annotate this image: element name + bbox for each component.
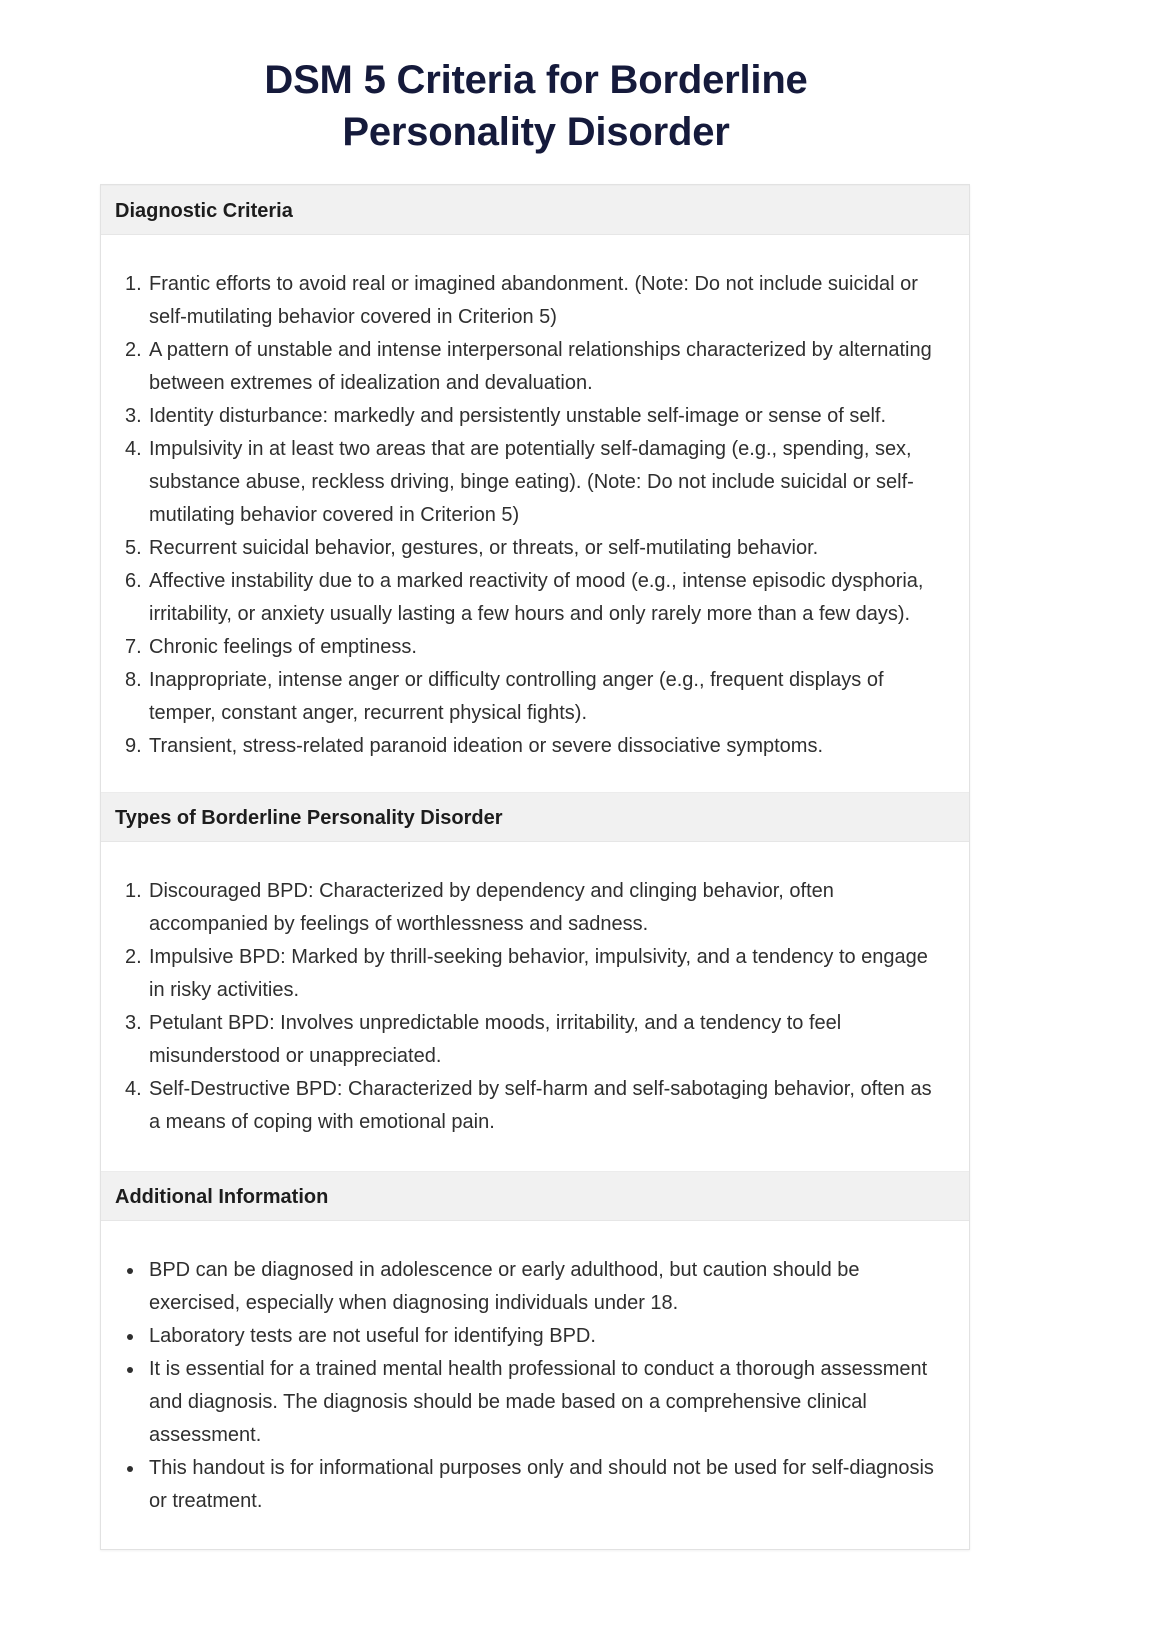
list-item bbox=[101, 1320, 969, 1353]
section-header-diagnostic-criteria bbox=[101, 185, 969, 235]
list-item-text: A pattern of unstable and intense interpersonal relationships characterized by alternating between extremes of idealization and devaluation. bbox=[149, 339, 932, 394]
list-item bbox=[101, 1254, 969, 1320]
bullet-icon bbox=[127, 1466, 133, 1472]
list-item bbox=[101, 268, 969, 334]
list-number: 7. bbox=[125, 636, 142, 658]
list-number: 3. bbox=[125, 405, 142, 427]
list-item-text: Discouraged BPD: Characterized by dependency and clinging behavior, often accompanied by feelings of worthlessness and sadness. bbox=[149, 880, 834, 935]
page-title-line-1: DSM 5 Criteria for Borderline bbox=[264, 58, 808, 102]
list-item-text: Affective instability due to a marked reactivity of mood (e.g., intense episodic dysphoria, irritability, or anxiety usually lasting a few hours and only rarely more than a few days). bbox=[149, 570, 924, 625]
list-number: 2. bbox=[125, 946, 142, 968]
list-item bbox=[101, 400, 969, 433]
list-item-text: Frantic efforts to avoid real or imagined abandonment. (Note: Do not include suicidal or self-mutilating behavior covered in Criterion 5) bbox=[149, 273, 918, 328]
list-item-text: Inappropriate, intense anger or difficulty controlling anger (e.g., frequent displays of temper, constant anger, recurrent physical fights). bbox=[149, 669, 884, 724]
list-item-text: It is essential for a trained mental health professional to conduct a thorough assessment and diagnosis. The diagnosis should be made based on a comprehensive clinical assessment. bbox=[149, 1358, 928, 1446]
section-header-additional-information bbox=[101, 1171, 969, 1221]
list-item-text: Transient, stress-related paranoid ideation or severe dissociative symptoms. bbox=[149, 735, 824, 757]
list-item bbox=[101, 1353, 969, 1452]
page-title bbox=[100, 54, 972, 158]
diagnostic-criteria-list bbox=[101, 268, 969, 763]
section-heading: Diagnostic Criteria bbox=[115, 200, 293, 222]
list-number: 1. bbox=[125, 880, 142, 902]
bpd-types-list bbox=[101, 875, 969, 1139]
list-item bbox=[101, 532, 969, 565]
bullet-icon bbox=[127, 1334, 133, 1340]
section-heading: Additional Information bbox=[115, 1186, 329, 1208]
list-item bbox=[101, 433, 969, 532]
list-item bbox=[101, 565, 969, 631]
criteria-card bbox=[100, 184, 970, 1550]
list-number: 3. bbox=[125, 1012, 142, 1034]
additional-information-list bbox=[101, 1254, 969, 1518]
list-item bbox=[101, 664, 969, 730]
section-header-types-of-bpd bbox=[101, 792, 969, 842]
list-number: 4. bbox=[125, 438, 142, 460]
list-item bbox=[101, 941, 969, 1007]
section-heading: Types of Borderline Personality Disorder bbox=[115, 807, 503, 829]
list-item bbox=[101, 631, 969, 664]
list-item-text: Impulsive BPD: Marked by thrill-seeking behavior, impulsivity, and a tendency to engage in risky activities. bbox=[149, 946, 928, 1001]
list-number: 8. bbox=[125, 669, 142, 691]
list-number: 2. bbox=[125, 339, 142, 361]
list-item-text: Laboratory tests are not useful for identifying BPD. bbox=[149, 1325, 596, 1347]
list-item bbox=[101, 1007, 969, 1073]
list-item-text: Petulant BPD: Involves unpredictable moods, irritability, and a tendency to feel misunderstood or unappreciated. bbox=[149, 1012, 842, 1067]
page-title-line-2: Personality Disorder bbox=[342, 110, 730, 154]
list-item-text: Recurrent suicidal behavior, gestures, or threats, or self-mutilating behavior. bbox=[149, 537, 819, 559]
list-item-text: This handout is for informational purposes only and should not be used for self-diagnosis or treatment. bbox=[149, 1457, 934, 1512]
list-item bbox=[101, 875, 969, 941]
list-item-text: Impulsivity in at least two areas that are potentially self-damaging (e.g., spending, sex, substance abuse, reckless driving, binge eating). (Note: Do not include suicidal or self-mutilating behavior covered in Criterion 5) bbox=[149, 438, 914, 526]
list-number: 9. bbox=[125, 735, 142, 757]
list-item bbox=[101, 1073, 969, 1139]
list-item-text: Identity disturbance: markedly and persistently unstable self-image or sense of self. bbox=[149, 405, 887, 427]
list-item-text: BPD can be diagnosed in adolescence or early adulthood, but caution should be exercised, especially when diagnosing individuals under 18. bbox=[149, 1259, 860, 1314]
list-number: 1. bbox=[125, 273, 142, 295]
list-item-text: Chronic feelings of emptiness. bbox=[149, 636, 417, 658]
list-item bbox=[101, 730, 969, 763]
list-item bbox=[101, 1452, 969, 1518]
bullet-icon bbox=[127, 1367, 133, 1373]
list-number: 5. bbox=[125, 537, 142, 559]
list-item-text: Self-Destructive BPD: Characterized by self-harm and self-sabotaging behavior, often as a means of coping with emotional pain. bbox=[149, 1078, 932, 1133]
list-number: 6. bbox=[125, 570, 142, 592]
list-number: 4. bbox=[125, 1078, 142, 1100]
bullet-icon bbox=[127, 1268, 133, 1274]
list-item bbox=[101, 334, 969, 400]
